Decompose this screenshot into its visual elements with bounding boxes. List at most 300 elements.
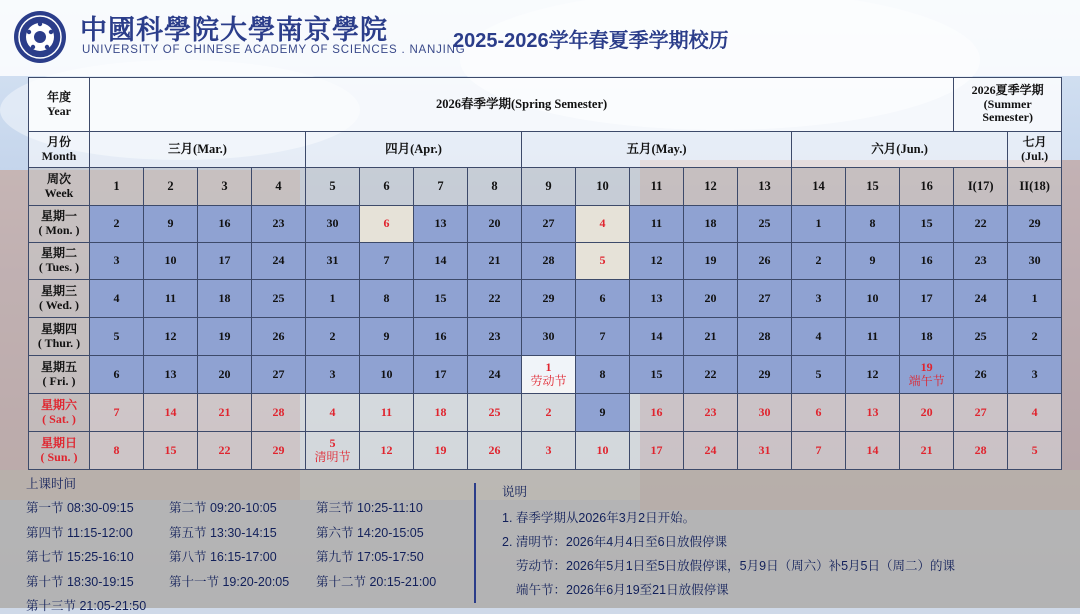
weekday-label-cn: 星期五: [40, 359, 77, 374]
date-number: 27: [974, 404, 987, 419]
date-cell: [954, 394, 1008, 432]
date-cell: [576, 318, 630, 356]
date-number: 15: [650, 366, 663, 381]
date-number: 21: [704, 328, 717, 343]
date-number: 7: [383, 253, 390, 268]
date-number: 7: [599, 328, 606, 343]
date-cell: [900, 243, 954, 280]
date-cell: [360, 206, 414, 243]
date-number: 1: [545, 359, 552, 374]
date-number: 14: [866, 442, 879, 457]
day-row-thu: [29, 318, 1062, 356]
week-number: 7: [414, 168, 468, 206]
date-cell: [900, 356, 954, 394]
date-cell: [522, 243, 576, 280]
date-cell: [684, 356, 738, 394]
date-cell: [198, 356, 252, 394]
day-row-wed: [29, 280, 1062, 318]
date-cell: [306, 356, 360, 394]
month-april: 四月(Apr.): [306, 132, 522, 168]
week-number: II(18): [1008, 168, 1062, 206]
date-cell: [468, 243, 522, 280]
date-cell: [900, 318, 954, 356]
date-number: 21: [218, 404, 231, 419]
weekday-label-cn: 星期三: [40, 283, 77, 298]
date-number: 30: [542, 328, 555, 343]
date-number: 3: [329, 366, 336, 381]
date-number: 12: [164, 328, 177, 343]
date-number: 19: [218, 328, 231, 343]
holiday-label: 清明节: [314, 449, 351, 464]
date-cell: [360, 243, 414, 280]
date-cell: [576, 394, 630, 432]
date-number: 9: [599, 404, 606, 419]
weekday-label-en: ( Fri. ): [42, 373, 76, 388]
note-3: 劳动节：2026年5月1日至5日放假停课，5月9日（周六）补5月5日（周二）的课: [516, 559, 955, 573]
week-number: 8: [468, 168, 522, 206]
summer-semester-header: [954, 78, 1062, 132]
date-number: 10: [596, 442, 609, 457]
date-cell: [468, 432, 522, 470]
date-cell: [90, 356, 144, 394]
date-number: 3: [1031, 366, 1038, 381]
date-cell: [522, 356, 576, 394]
date-number: 1: [329, 290, 336, 305]
summer-line2: (Summer: [983, 96, 1032, 111]
weekday-label-cn: 星期二: [40, 246, 77, 261]
date-number: 10: [164, 253, 177, 268]
date-cell: [198, 394, 252, 432]
class-period: 第四节 11:15-12:00: [26, 525, 133, 540]
date-cell: [630, 394, 684, 432]
date-number: 23: [488, 328, 501, 343]
date-cell: [684, 432, 738, 470]
week-number: I(17): [954, 168, 1008, 206]
date-number: 19: [920, 359, 933, 374]
date-number: 21: [488, 253, 501, 268]
date-number: 8: [599, 366, 606, 381]
date-cell: [1008, 394, 1062, 432]
academic-calendar-table: [28, 77, 1062, 470]
date-number: 25: [974, 328, 987, 343]
date-number: 9: [869, 253, 876, 268]
date-cell: [792, 356, 846, 394]
weekday-label-en: ( Tues. ): [38, 260, 80, 274]
week-number: 16: [900, 168, 954, 206]
date-number: 19: [434, 442, 447, 457]
date-cell: [306, 243, 360, 280]
date-cell: [252, 356, 306, 394]
date-number: 16: [218, 216, 231, 231]
date-number: 16: [434, 328, 447, 343]
date-cell: [306, 394, 360, 432]
date-cell: [522, 206, 576, 243]
calendar-title: 2025-2026学年春夏季学期校历: [453, 30, 729, 52]
date-cell: [144, 394, 198, 432]
date-cell: [738, 432, 792, 470]
date-cell: [522, 394, 576, 432]
month-july-cn: 七月: [1022, 134, 1047, 149]
week-number: 9: [522, 168, 576, 206]
date-number: 29: [758, 366, 771, 381]
date-cell: [252, 432, 306, 470]
date-number: 25: [488, 404, 501, 419]
class-period: 第七节 15:25-16:10: [26, 550, 134, 564]
date-number: 31: [758, 442, 771, 457]
weekday-label: [29, 243, 90, 280]
date-cell: [198, 243, 252, 280]
date-cell: [846, 356, 900, 394]
weekday-label-cn: 星期一: [40, 209, 77, 224]
week-number: 6: [360, 168, 414, 206]
date-cell: [630, 206, 684, 243]
date-number: 24: [488, 366, 501, 381]
date-number: 13: [650, 290, 663, 305]
date-cell: [792, 432, 846, 470]
weekday-label: [29, 394, 90, 432]
date-cell: [522, 432, 576, 470]
date-number: 24: [704, 442, 717, 457]
date-number: 23: [272, 216, 285, 231]
date-cell: [1008, 318, 1062, 356]
date-cell: [900, 394, 954, 432]
section-divider: [474, 483, 476, 603]
day-row-mon: [29, 206, 1062, 243]
class-period: 第九节 17:05-17:50: [316, 550, 424, 564]
date-cell: [684, 280, 738, 318]
date-cell: [90, 243, 144, 280]
note-2: 2. 清明节：2026年4月4日至6日放假停课: [502, 535, 728, 549]
month-july: [1008, 132, 1062, 168]
week-number: 11: [630, 168, 684, 206]
day-row-sat: [29, 394, 1062, 432]
date-number: 25: [272, 290, 285, 305]
week-number: 12: [684, 168, 738, 206]
date-cell: [144, 356, 198, 394]
date-cell: [468, 206, 522, 243]
date-number: 14: [650, 328, 663, 343]
date-cell: [684, 394, 738, 432]
date-number: 23: [704, 404, 717, 419]
date-number: 5: [815, 366, 822, 381]
date-number: 25: [758, 216, 771, 231]
year-label-cn: 年度: [46, 89, 71, 104]
date-cell: [414, 280, 468, 318]
date-number: 18: [434, 404, 447, 419]
date-cell: [630, 318, 684, 356]
date-number: 24: [272, 253, 285, 268]
date-cell: [144, 318, 198, 356]
notes-title: 说明: [502, 485, 528, 499]
date-number: 18: [920, 328, 933, 343]
year-label: [29, 78, 90, 132]
date-cell: [90, 280, 144, 318]
date-cell: [846, 394, 900, 432]
date-number: 5: [599, 253, 606, 268]
date-number: 18: [704, 216, 717, 231]
week-number: 13: [738, 168, 792, 206]
page-header: [0, 0, 1080, 72]
date-cell: [684, 318, 738, 356]
class-period: 第一节 08:30-09:15: [26, 501, 134, 515]
date-cell: [954, 243, 1008, 280]
date-number: 6: [599, 290, 606, 305]
class-period: 第二节 09:20-10:05: [169, 501, 277, 515]
date-number: 2: [545, 404, 552, 419]
date-number: 28: [272, 404, 285, 419]
date-cell: [954, 206, 1008, 243]
date-number: 22: [704, 366, 717, 381]
date-number: 5: [329, 435, 336, 450]
month-july-en: (Jul.): [1021, 148, 1049, 163]
date-cell: [576, 206, 630, 243]
week-label-cn: 周次: [46, 171, 71, 186]
date-cell: [576, 280, 630, 318]
class-period: 第十一节 19:20-20:05: [169, 574, 290, 589]
class-period: 第六节 14:20-15:05: [316, 525, 424, 540]
date-number: 11: [380, 404, 393, 419]
date-number: 31: [326, 253, 339, 268]
month-may: 五月(May.): [522, 132, 792, 168]
date-number: 2: [329, 328, 336, 343]
date-cell: [468, 356, 522, 394]
spring-semester-header: 2026春季学期(Spring Semester): [90, 78, 954, 132]
date-number: 7: [113, 404, 120, 419]
date-cell: [576, 432, 630, 470]
class-schedule: [26, 493, 466, 613]
date-cell: [90, 432, 144, 470]
date-cell: [252, 394, 306, 432]
weekday-label-en: ( Sat. ): [42, 411, 76, 426]
date-cell: [360, 356, 414, 394]
date-number: 11: [650, 216, 663, 231]
year-row: [29, 78, 1062, 132]
date-number: 15: [164, 442, 177, 457]
date-number: 12: [380, 442, 393, 457]
date-cell: [414, 356, 468, 394]
date-cell: [684, 243, 738, 280]
date-number: 11: [866, 328, 879, 343]
date-number: 14: [434, 253, 447, 268]
date-number: 10: [380, 366, 393, 381]
date-number: 2: [815, 253, 822, 268]
date-number: 26: [272, 328, 285, 343]
date-number: 16: [650, 404, 663, 419]
date-number: 13: [866, 404, 879, 419]
date-number: 4: [815, 328, 822, 343]
weekday-label-cn: 星期四: [40, 321, 77, 336]
date-number: 2: [1031, 328, 1038, 343]
date-number: 9: [383, 328, 390, 343]
date-number: 15: [920, 216, 933, 231]
date-number: 6: [383, 216, 390, 231]
date-number: 17: [218, 253, 231, 268]
note-4: 端午节：2026年6月19至21日放假停课: [516, 583, 729, 597]
date-cell: [468, 394, 522, 432]
date-number: 10: [866, 290, 879, 305]
date-cell: [1008, 206, 1062, 243]
date-cell: [252, 243, 306, 280]
date-cell: [144, 280, 198, 318]
date-number: 6: [815, 404, 822, 419]
month-march: 三月(Mar.): [90, 132, 306, 168]
date-cell: [630, 432, 684, 470]
date-cell: [738, 206, 792, 243]
date-cell: [954, 280, 1008, 318]
weekday-label-en: ( Thur. ): [37, 335, 81, 350]
date-number: 8: [383, 290, 390, 305]
date-cell: [522, 318, 576, 356]
date-number: 3: [113, 253, 120, 268]
month-label-cn: 月份: [46, 134, 71, 149]
date-cell: [414, 432, 468, 470]
date-number: 5: [113, 328, 120, 343]
class-period: 第十节 18:30-19:15: [26, 574, 134, 589]
date-number: 23: [974, 253, 987, 268]
date-number: 9: [167, 216, 174, 231]
date-number: 28: [758, 328, 771, 343]
class-period: 第三节 10:25-11:10: [316, 501, 423, 515]
date-cell: [306, 318, 360, 356]
week-label-en: Week: [44, 185, 74, 200]
date-cell: [144, 206, 198, 243]
date-number: 12: [650, 253, 663, 268]
date-cell: [360, 432, 414, 470]
date-cell: [846, 318, 900, 356]
date-cell: [738, 356, 792, 394]
weekday-label-cn: 星期六: [40, 397, 77, 412]
date-number: 12: [866, 366, 879, 381]
weekday-label: [29, 356, 90, 394]
date-number: 4: [1031, 404, 1038, 419]
date-number: 22: [488, 290, 501, 305]
week-number: 15: [846, 168, 900, 206]
date-cell: [1008, 432, 1062, 470]
date-cell: [90, 206, 144, 243]
date-cell: [630, 243, 684, 280]
date-cell: [468, 318, 522, 356]
date-cell: [846, 243, 900, 280]
date-cell: [792, 318, 846, 356]
date-cell: [1008, 280, 1062, 318]
date-cell: [738, 243, 792, 280]
date-number: 4: [329, 404, 336, 419]
date-cell: [90, 394, 144, 432]
date-cell: [576, 356, 630, 394]
date-cell: [846, 206, 900, 243]
date-number: 30: [1028, 253, 1041, 268]
date-cell: [144, 243, 198, 280]
summer-line3: Semester): [982, 110, 1033, 125]
month-label: [29, 132, 90, 168]
date-number: 14: [164, 404, 177, 419]
week-number: 1: [90, 168, 144, 206]
date-cell: [792, 280, 846, 318]
date-cell: [954, 432, 1008, 470]
date-number: 26: [758, 253, 771, 268]
date-cell: [954, 356, 1008, 394]
date-cell: [252, 206, 306, 243]
date-cell: [252, 318, 306, 356]
date-number: 28: [542, 253, 555, 268]
class-period: 第八节 16:15-17:00: [169, 550, 277, 564]
date-number: 27: [542, 216, 555, 231]
holiday-label: 端午节: [908, 373, 945, 388]
date-number: 13: [434, 216, 447, 231]
ucas-emblem-icon: [13, 10, 67, 64]
date-number: 3: [815, 290, 822, 305]
year-label-en: Year: [47, 103, 71, 118]
month-label-en: Month: [41, 148, 77, 163]
date-cell: [738, 318, 792, 356]
day-row-tue: [29, 243, 1062, 280]
date-number: 21: [920, 442, 933, 457]
class-period: 第五节 13:30-14:15: [169, 525, 277, 540]
date-cell: [414, 206, 468, 243]
date-cell: [414, 394, 468, 432]
date-number: 7: [815, 442, 822, 457]
date-cell: [738, 280, 792, 318]
date-cell: [522, 280, 576, 318]
date-number: 15: [434, 290, 447, 305]
date-number: 28: [974, 442, 987, 457]
date-number: 24: [974, 290, 987, 305]
date-cell: [360, 318, 414, 356]
date-cell: [792, 394, 846, 432]
date-number: 3: [545, 442, 552, 457]
date-cell: [900, 280, 954, 318]
weekday-label-en: ( Wed. ): [38, 297, 80, 312]
week-number: 5: [306, 168, 360, 206]
weekday-label-en: ( Sun. ): [40, 449, 78, 464]
weekday-label-cn: 星期日: [40, 435, 77, 450]
date-number: 13: [164, 366, 177, 381]
date-cell: [954, 318, 1008, 356]
date-number: 17: [434, 366, 447, 381]
date-number: 20: [704, 290, 717, 305]
weekday-label-en: ( Mon. ): [38, 223, 80, 237]
date-cell: [360, 394, 414, 432]
date-cell: [306, 206, 360, 243]
weekday-label: [29, 206, 90, 243]
date-number: 29: [542, 290, 555, 305]
week-number: 4: [252, 168, 306, 206]
date-number: 20: [920, 404, 933, 419]
date-number: 18: [218, 290, 231, 305]
date-number: 29: [1028, 216, 1041, 231]
date-cell: [684, 206, 738, 243]
date-number: 1: [1031, 290, 1038, 305]
date-cell: [900, 206, 954, 243]
summer-line1: 2026夏季学期: [971, 82, 1044, 97]
date-cell: [144, 432, 198, 470]
date-cell: [252, 280, 306, 318]
class-period: 第十三节 21:05-21:50: [26, 599, 147, 613]
weekday-label: [29, 318, 90, 356]
date-cell: [198, 432, 252, 470]
week-row: [29, 168, 1062, 206]
date-number: 4: [113, 290, 120, 305]
date-number: 17: [650, 442, 663, 457]
date-number: 30: [326, 216, 339, 231]
university-name-en: UNIVERSITY OF CHINESE ACADEMY OF SCIENCES . NANJING: [82, 44, 466, 56]
week-number: 14: [792, 168, 846, 206]
date-number: 22: [974, 216, 987, 231]
date-number: 27: [272, 366, 285, 381]
class-schedule-title: 上课时间: [26, 477, 77, 491]
date-number: 17: [920, 290, 933, 305]
note-1: 1. 春季学期从2026年3月2日开始。: [502, 511, 696, 525]
